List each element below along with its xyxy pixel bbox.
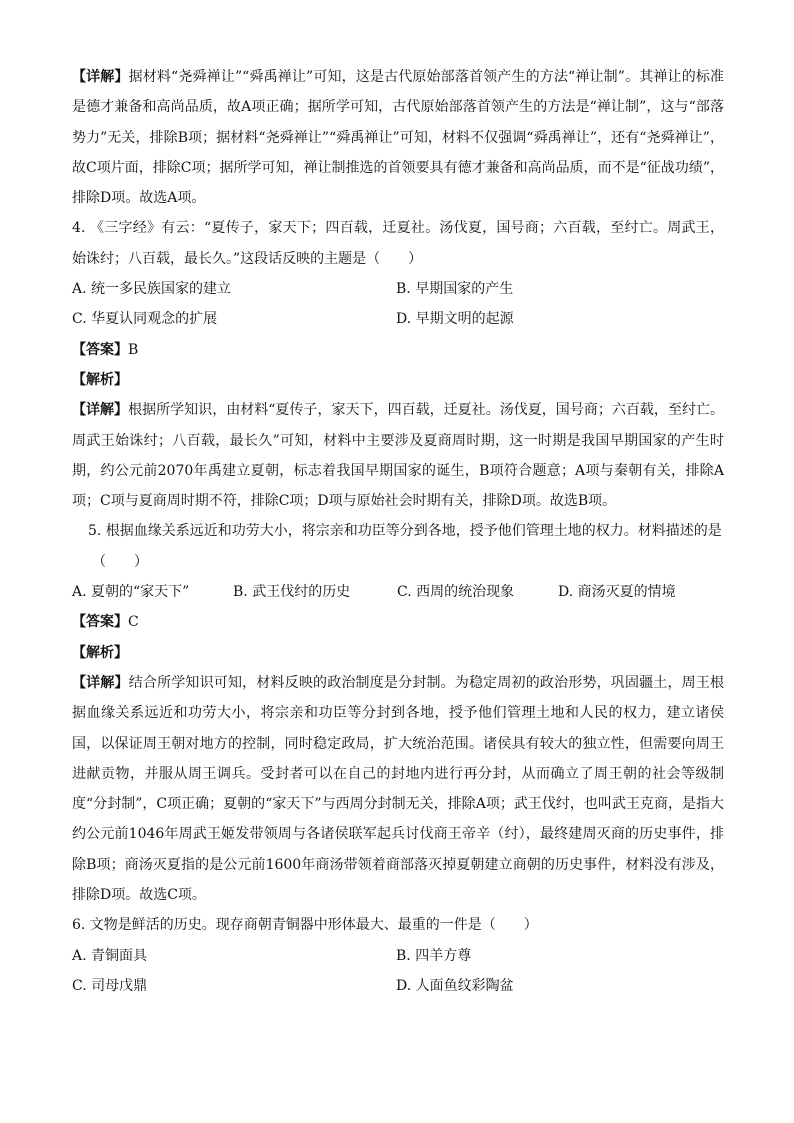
q5-detail-text: 结合所学知识可知，材料反映的政治制度是分封制。为稳定周初的政治形势，巩固疆土，周王根据血缘关系远近和功劳大小，将宗亲和功臣等分封到各地，授予他们管理土地和人民的权力，建立诸侯国，以保证周王朝对地方的控制，同时稳定政局，扩大统治范围。诸侯具有较大的独立性，但需要向周王进献贡物，并服从周王调兵。受封者可以在自己的封地内进行再分封，从而确立了周王朝的社会等级制度“分封制”，C项正确；夏朝的“家天下”与西周分封制无关，排除A项；武王伐纣，也叫武王克商，是指大约公元前1046年周武王姬发带领周与各诸侯联军起兵讨伐商王帝辛（纣），最终建周灭商的历史事件，排除B项；商汤灭夏指的是公元前1600年商汤带领着商部落灭掉夏朝建立商朝的历史事件，材料没有涉及，排除D项。故选C项。 — [72, 674, 725, 904]
q4-detail-text: 根据所学知识，由材料“夏传子，家天下，四百载，迁夏社。汤伐夏，国号商；六百载，至纣亡。周武王始诛纣；八百载，最长久”可知，材料中主要涉及夏商周时期，这一时期是我国早期国家的产生时期，约公元前2070年禹建立夏朝，标志着我国早期国家的诞生，B项符合题意；A项与秦朝有关，排除A项；C项与夏商周时期不符，排除C项；D项与原始社会时期有关，排除D项。故选B项。 — [72, 402, 725, 510]
q5-answer-value: C — [128, 614, 139, 631]
q6-option-b: B. 四羊方尊 — [396, 947, 472, 964]
q4-stem: 4. 《三字经》有云：“夏传子，家天下；四百载，迁夏社。汤伐夏，国号商；六百载，至纣亡。周武王，始诛纣；八百载，最长久。”这段话反映的主题是（ ） — [72, 220, 724, 267]
q5-option-b: B. 武王伐纣的历史 — [233, 584, 351, 601]
q5-answer — [72, 607, 724, 637]
q4-options-row-1 — [72, 274, 724, 304]
q5-option-c: C. 西周的统治现象 — [397, 584, 515, 601]
q3-detail-text: 据材料“尧舜禅让”“舜禹禅让”可知，这是古代原始部落首领产生的方法“禅让制”。其禅让的标准是德才兼备和高尚品质，故A项正确；据所学可知，古代原始部落首领产生的方法是“禅让制”，这与“部落势力”无关，排除B项；据材料“尧舜禅让”“舜禹禅让”可知，材料不仅强调“舜禹禅让”，还有“尧舜禅让”，故C项片面，排除C项；据所学可知，禅让制推选的首领要具有德才兼备和高尚品质，而不是“征战功绩”，排除D项。故选A项。 — [72, 69, 724, 207]
q6-options-row-1 — [72, 941, 724, 971]
detail-label: 【详解】 — [72, 402, 129, 419]
detail-label: 【详解】 — [72, 69, 129, 85]
q5-analysis — [72, 638, 724, 668]
q6-option-c: C. 司母戊鼎 — [72, 977, 148, 994]
q4-option-c: C. 华夏认同观念的扩展 — [72, 311, 218, 328]
q4-detail-paragraph — [72, 395, 724, 516]
q4-analysis — [72, 365, 724, 395]
q4-answer — [72, 335, 724, 365]
q4-option-d: D. 早期文明的起源 — [396, 311, 514, 328]
analysis-label: 【解析】 — [72, 371, 128, 388]
q5-option-d: D. 商汤灭夏的情境 — [558, 584, 676, 601]
q6-stem: 6. 文物是鲜活的历史。现存商朝青铜器中形体最大、最重的一件是（ ） — [72, 917, 538, 934]
q6-option-a: A. 青铜面具 — [72, 947, 148, 964]
q5-option-a: A. 夏朝的“家天下” — [72, 584, 190, 601]
q4-option-b: B. 早期国家的产生 — [396, 281, 514, 298]
q4-options-row-2 — [72, 304, 724, 334]
q5-detail-paragraph — [72, 668, 724, 910]
q6-option-d: D. 人面鱼纹彩陶盆 — [396, 977, 514, 994]
document-page — [72, 62, 724, 1001]
q5-paren: （ ） — [92, 553, 148, 570]
answer-label: 【答案】 — [72, 341, 128, 358]
analysis-label: 【解析】 — [72, 644, 128, 661]
q5-options-row — [72, 577, 724, 607]
q4-option-a: A. 统一多民族国家的建立 — [72, 281, 232, 298]
answer-label: 【答案】 — [72, 614, 128, 631]
q3-detail-paragraph — [72, 62, 724, 213]
q4-answer-value: B — [128, 341, 139, 358]
detail-label: 【详解】 — [72, 674, 129, 691]
q5-stem: 5. 根据血缘关系远近和功劳大小，将宗亲和功臣等分到各地，授予他们管理土地的权力。材料描述的是 — [88, 523, 722, 540]
q6-options-row-2 — [72, 971, 724, 1001]
